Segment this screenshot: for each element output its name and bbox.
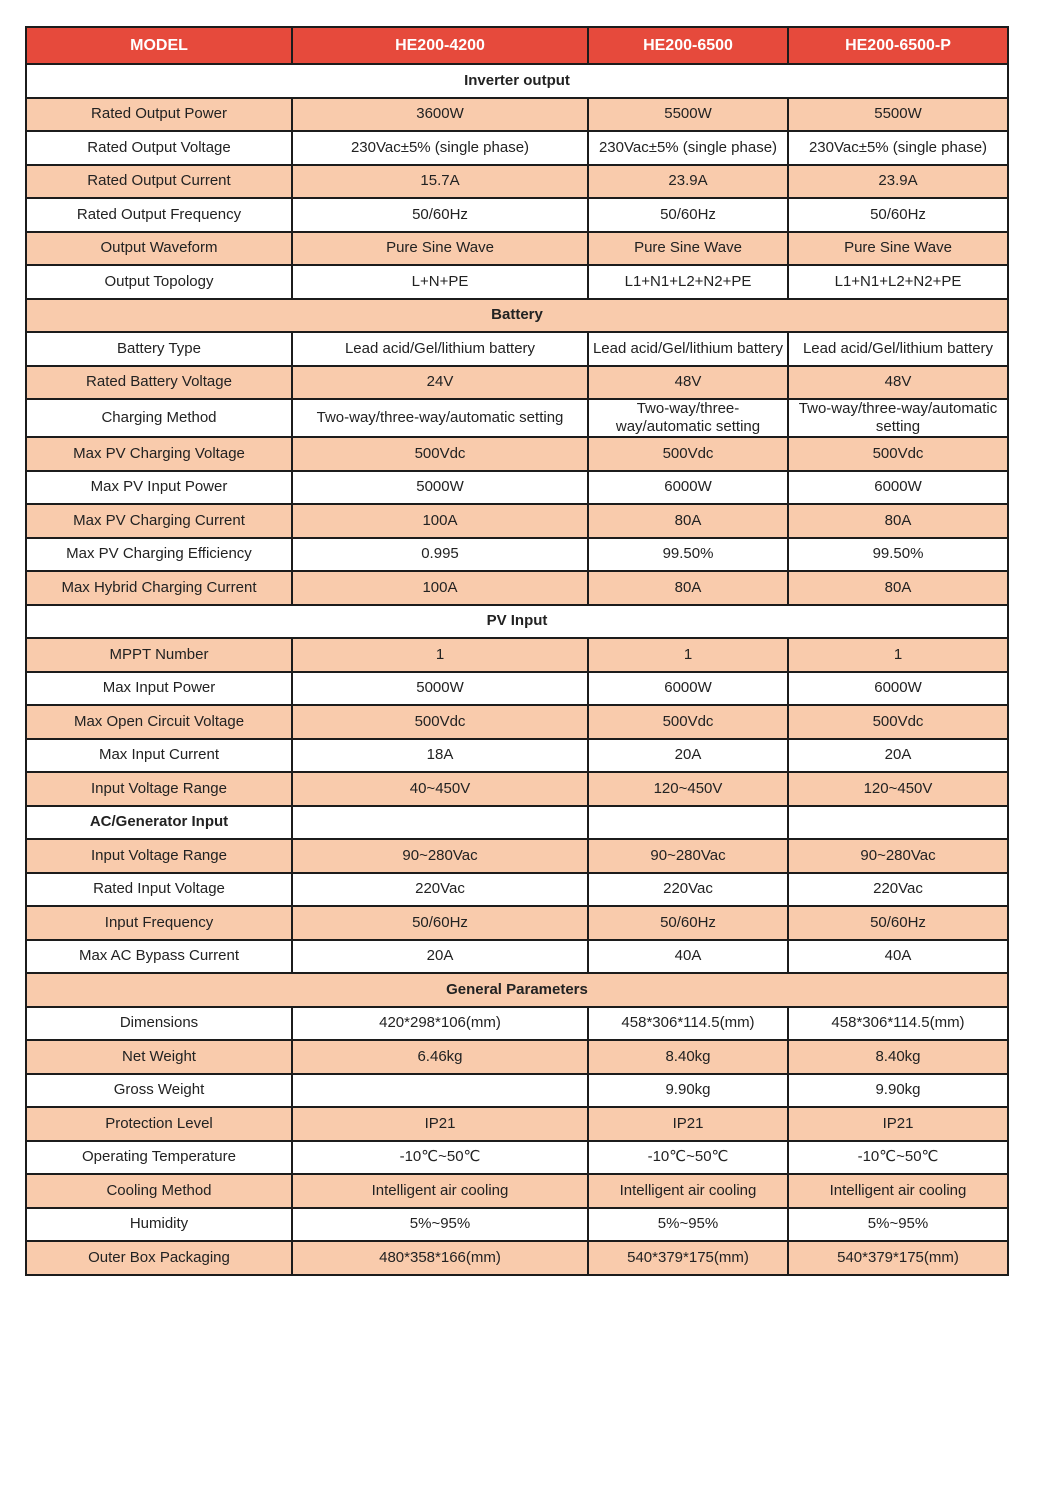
spec-label-cell: MPPT Number	[26, 638, 292, 672]
spec-label-cell: Input Voltage Range	[26, 772, 292, 806]
spec-value-cell: 23.9A	[588, 165, 788, 199]
spec-value-cell: 5500W	[588, 98, 788, 132]
header-row	[26, 27, 1008, 64]
spec-value-cell: 458*306*114.5(mm)	[588, 1007, 788, 1041]
spec-row	[26, 672, 1008, 706]
spec-label-cell: Max Open Circuit Voltage	[26, 705, 292, 739]
spec-label-cell: Rated Input Voltage	[26, 873, 292, 907]
spec-row	[26, 437, 1008, 471]
spec-value-cell: 120~450V	[788, 772, 1008, 806]
header-cell-he200-6500: HE200-6500	[588, 27, 788, 64]
spec-row	[26, 839, 1008, 873]
spec-value-cell: 500Vdc	[588, 705, 788, 739]
spec-row	[26, 504, 1008, 538]
spec-value-cell: 48V	[588, 366, 788, 400]
spec-label-cell: Net Weight	[26, 1040, 292, 1074]
spec-value-cell: 230Vac±5% (single phase)	[788, 131, 1008, 165]
spec-label-cell: Rated Output Voltage	[26, 131, 292, 165]
spec-label-cell: Gross Weight	[26, 1074, 292, 1108]
spec-value-cell: 50/60Hz	[588, 906, 788, 940]
spec-row	[26, 940, 1008, 974]
spec-value-cell: 540*379*175(mm)	[588, 1241, 788, 1275]
spec-row	[26, 399, 1008, 437]
spec-label-cell: Max PV Input Power	[26, 471, 292, 505]
spec-value-cell: Pure Sine Wave	[588, 232, 788, 266]
spec-row	[26, 1107, 1008, 1141]
spec-value-cell: 5500W	[788, 98, 1008, 132]
spec-value-cell: 80A	[788, 504, 1008, 538]
spec-value-cell: 5%~95%	[292, 1208, 588, 1242]
spec-label-cell: Max Input Current	[26, 739, 292, 773]
spec-value-cell: Lead acid/Gel/lithium battery	[588, 332, 788, 366]
spec-value-cell: 100A	[292, 571, 588, 605]
spec-value-cell: 50/60Hz	[588, 198, 788, 232]
spec-table-body	[26, 64, 1008, 1275]
spec-value-cell: 500Vdc	[292, 705, 588, 739]
spec-label-cell: Max Hybrid Charging Current	[26, 571, 292, 605]
spec-label-cell: Output Waveform	[26, 232, 292, 266]
spec-label-cell: Charging Method	[26, 399, 292, 437]
spec-label-cell: Humidity	[26, 1208, 292, 1242]
spec-value-cell: 120~450V	[588, 772, 788, 806]
spec-label-cell: Max Input Power	[26, 672, 292, 706]
spec-value-cell: 90~280Vac	[292, 839, 588, 873]
spec-value-cell: 220Vac	[588, 873, 788, 907]
spec-value-cell: 8.40kg	[588, 1040, 788, 1074]
spec-row	[26, 198, 1008, 232]
spec-row	[26, 1141, 1008, 1175]
spec-label-cell: Input Voltage Range	[26, 839, 292, 873]
spec-value-cell: 500Vdc	[292, 437, 588, 471]
spec-value-cell: Intelligent air cooling	[588, 1174, 788, 1208]
spec-value-cell: 500Vdc	[588, 437, 788, 471]
spec-value-cell: -10℃~50℃	[788, 1141, 1008, 1175]
spec-label-cell: Rated Output Frequency	[26, 198, 292, 232]
subsection-header-row	[26, 806, 1008, 840]
spec-row	[26, 538, 1008, 572]
spec-value-cell: L+N+PE	[292, 265, 588, 299]
spec-value-cell: 50/60Hz	[788, 906, 1008, 940]
section-header-row	[26, 64, 1008, 98]
spec-label-cell: Operating Temperature	[26, 1141, 292, 1175]
section-title: Inverter output	[26, 64, 1008, 98]
spec-value-cell: -10℃~50℃	[588, 1141, 788, 1175]
spec-row	[26, 332, 1008, 366]
spec-value-cell: 23.9A	[788, 165, 1008, 199]
spec-value-cell	[292, 1074, 588, 1108]
spec-value-cell: Two-way/three-way/automatic setting	[292, 399, 588, 437]
spec-label-cell: Rated Battery Voltage	[26, 366, 292, 400]
spec-value-cell: 500Vdc	[788, 705, 1008, 739]
spec-table	[25, 26, 1009, 1276]
spec-value-cell: 220Vac	[292, 873, 588, 907]
spec-value-cell: 6000W	[588, 672, 788, 706]
spec-value-cell: 230Vac±5% (single phase)	[292, 131, 588, 165]
spec-row	[26, 471, 1008, 505]
spec-value-cell: 90~280Vac	[588, 839, 788, 873]
spec-value-cell: 9.90kg	[788, 1074, 1008, 1108]
spec-row	[26, 1074, 1008, 1108]
spec-row	[26, 366, 1008, 400]
spec-value-cell: 40A	[588, 940, 788, 974]
spec-value-cell	[588, 806, 788, 840]
spec-label-cell: Battery Type	[26, 332, 292, 366]
spec-value-cell: 6000W	[788, 672, 1008, 706]
section-header-row	[26, 973, 1008, 1007]
spec-value-cell: Intelligent air cooling	[292, 1174, 588, 1208]
spec-value-cell	[788, 806, 1008, 840]
spec-value-cell: IP21	[292, 1107, 588, 1141]
spec-label-cell: Max AC Bypass Current	[26, 940, 292, 974]
spec-value-cell: 6000W	[788, 471, 1008, 505]
spec-value-cell: 40~450V	[292, 772, 588, 806]
spec-value-cell: IP21	[588, 1107, 788, 1141]
spec-row	[26, 739, 1008, 773]
spec-label-cell: Outer Box Packaging	[26, 1241, 292, 1275]
spec-value-cell: 9.90kg	[588, 1074, 788, 1108]
spec-value-cell: 458*306*114.5(mm)	[788, 1007, 1008, 1041]
spec-label-cell: Input Frequency	[26, 906, 292, 940]
spec-row	[26, 1174, 1008, 1208]
spec-value-cell: 5000W	[292, 471, 588, 505]
spec-value-cell: 5%~95%	[788, 1208, 1008, 1242]
spec-value-cell: 420*298*106(mm)	[292, 1007, 588, 1041]
spec-value-cell: 50/60Hz	[292, 906, 588, 940]
spec-value-cell: Pure Sine Wave	[788, 232, 1008, 266]
spec-row	[26, 873, 1008, 907]
spec-value-cell: 5000W	[292, 672, 588, 706]
section-title: PV Input	[26, 605, 1008, 639]
spec-value-cell: Pure Sine Wave	[292, 232, 588, 266]
header-cell-he200-6500-p: HE200-6500-P	[788, 27, 1008, 64]
section-title: General Parameters	[26, 973, 1008, 1007]
spec-value-cell: 540*379*175(mm)	[788, 1241, 1008, 1275]
spec-value-cell: 20A	[292, 940, 588, 974]
spec-value-cell: 1	[788, 638, 1008, 672]
spec-value-cell: 230Vac±5% (single phase)	[588, 131, 788, 165]
spec-value-cell: Two-way/three-way/automatic setting	[588, 399, 788, 437]
section-header-row	[26, 299, 1008, 333]
section-title: Battery	[26, 299, 1008, 333]
spec-row	[26, 165, 1008, 199]
spec-label-cell: AC/Generator Input	[26, 806, 292, 840]
spec-value-cell: 50/60Hz	[292, 198, 588, 232]
spec-value-cell: Lead acid/Gel/lithium battery	[292, 332, 588, 366]
spec-value-cell: L1+N1+L2+N2+PE	[588, 265, 788, 299]
spec-row	[26, 906, 1008, 940]
section-header-row	[26, 605, 1008, 639]
spec-label-cell: Rated Output Current	[26, 165, 292, 199]
spec-row	[26, 571, 1008, 605]
spec-value-cell: -10℃~50℃	[292, 1141, 588, 1175]
spec-value-cell: Intelligent air cooling	[788, 1174, 1008, 1208]
spec-value-cell: 80A	[588, 504, 788, 538]
spec-value-cell: 24V	[292, 366, 588, 400]
spec-row	[26, 1241, 1008, 1275]
spec-label-cell: Max PV Charging Current	[26, 504, 292, 538]
spec-label-cell: Output Topology	[26, 265, 292, 299]
spec-row	[26, 131, 1008, 165]
spec-value-cell: 1	[588, 638, 788, 672]
spec-value-cell: 220Vac	[788, 873, 1008, 907]
spec-label-cell: Max PV Charging Efficiency	[26, 538, 292, 572]
spec-row	[26, 232, 1008, 266]
spec-value-cell: Lead acid/Gel/lithium battery	[788, 332, 1008, 366]
spec-value-cell: L1+N1+L2+N2+PE	[788, 265, 1008, 299]
spec-value-cell: 0.995	[292, 538, 588, 572]
spec-value-cell: 80A	[588, 571, 788, 605]
spec-row	[26, 1208, 1008, 1242]
spec-label-cell: Rated Output Power	[26, 98, 292, 132]
header-cell-he200-4200: HE200-4200	[292, 27, 588, 64]
spec-value-cell: 6000W	[588, 471, 788, 505]
spec-row	[26, 98, 1008, 132]
spec-value-cell: 8.40kg	[788, 1040, 1008, 1074]
spec-row	[26, 772, 1008, 806]
spec-value-cell: 90~280Vac	[788, 839, 1008, 873]
spec-label-cell: Protection Level	[26, 1107, 292, 1141]
spec-value-cell: 99.50%	[788, 538, 1008, 572]
spec-value-cell: 20A	[788, 739, 1008, 773]
spec-row	[26, 265, 1008, 299]
spec-value-cell: 480*358*166(mm)	[292, 1241, 588, 1275]
spec-value-cell: 48V	[788, 366, 1008, 400]
spec-value-cell: 1	[292, 638, 588, 672]
spec-label-cell: Max PV Charging Voltage	[26, 437, 292, 471]
spec-label-cell: Cooling Method	[26, 1174, 292, 1208]
spec-value-cell: 18A	[292, 739, 588, 773]
spec-value-cell: 50/60Hz	[788, 198, 1008, 232]
spec-value-cell: 15.7A	[292, 165, 588, 199]
spec-value-cell: Two-way/three-way/automatic setting	[788, 399, 1008, 437]
spec-value-cell: 3600W	[292, 98, 588, 132]
spec-label-cell: Dimensions	[26, 1007, 292, 1041]
spec-value-cell: 5%~95%	[588, 1208, 788, 1242]
spec-value-cell: 40A	[788, 940, 1008, 974]
spec-value-cell: 100A	[292, 504, 588, 538]
spec-row	[26, 1040, 1008, 1074]
spec-value-cell: 6.46kg	[292, 1040, 588, 1074]
spec-row	[26, 1007, 1008, 1041]
header-cell-model: MODEL	[26, 27, 292, 64]
spec-value-cell: 20A	[588, 739, 788, 773]
spec-row	[26, 705, 1008, 739]
spec-value-cell: IP21	[788, 1107, 1008, 1141]
spec-value-cell: 80A	[788, 571, 1008, 605]
spec-value-cell	[292, 806, 588, 840]
spec-value-cell: 99.50%	[588, 538, 788, 572]
spec-value-cell: 500Vdc	[788, 437, 1008, 471]
spec-row	[26, 638, 1008, 672]
